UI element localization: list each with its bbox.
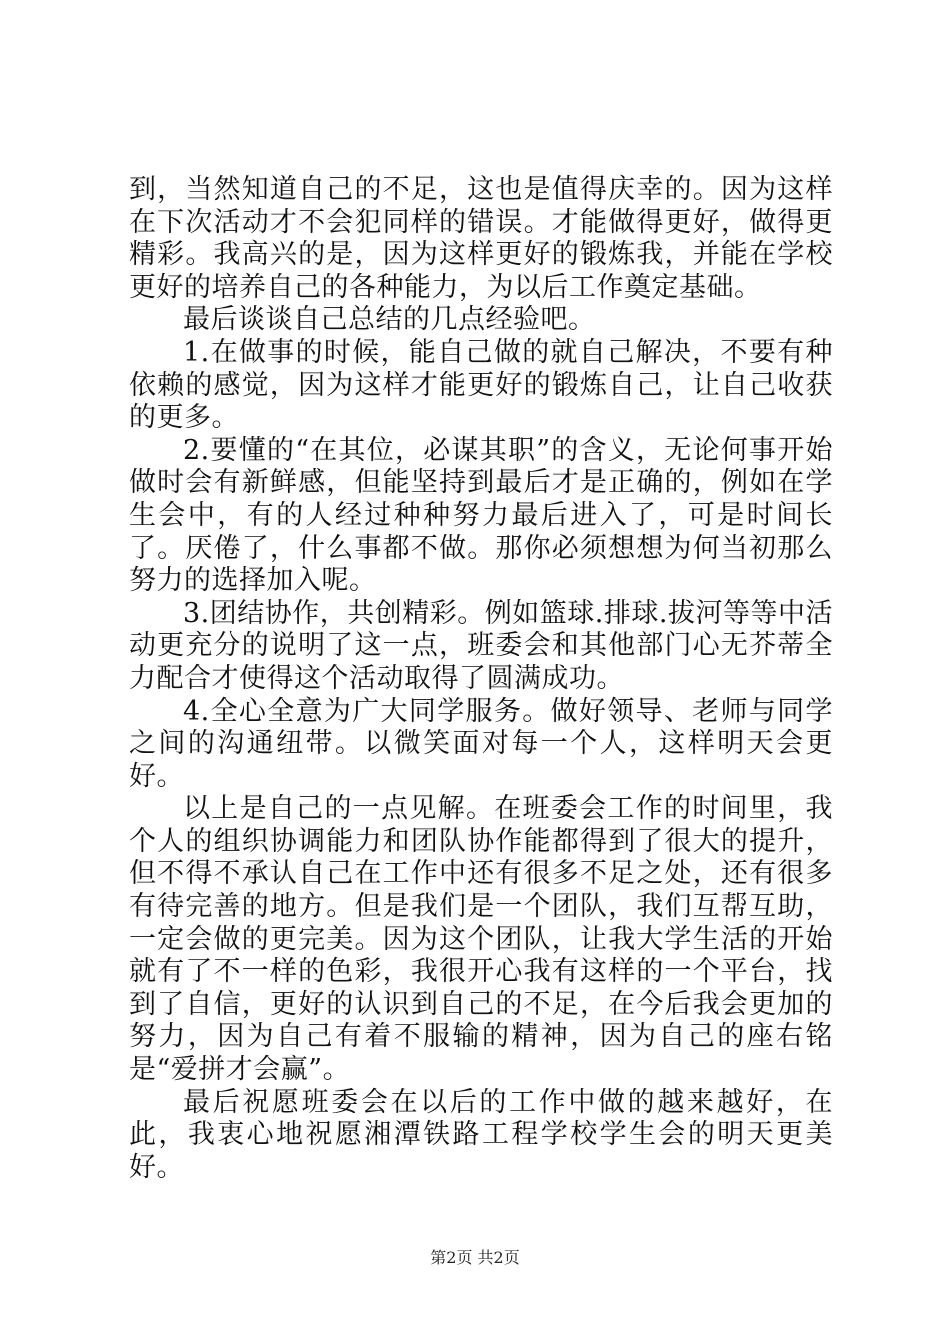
page-number-footer: 第2页 共2页 <box>430 1248 520 1267</box>
paragraph-point-1: 1.在做事的时候，能自己做的就自己解决，不要有种依赖的感觉，因为这样才能更好的锻炼自己，让自己收获的更多。 <box>129 336 833 434</box>
paragraph-closing: 最后祝愿班委会在以后的工作中做的越来越好，在此，我衷心地祝愿湘潭铁路工程学校学生会的明天更美好。 <box>129 1086 833 1183</box>
paragraph-experience-intro: 最后谈谈自己总结的几点经验吧。 <box>183 304 596 336</box>
paragraph-reflection: 以上是自己的一点见解。在班委会工作的时间里，我个人的组织协调能力和团队协作能都得到了很大的提升，但不得不承认自己在工作中还有很多不足之处，还有很多有待完善的地方。但是我们是一个团队，我们互帮互助，一定会做的更完美。因为这个团队，让我大学生活的开始就有了不一样的色彩，我很开心我有这样的一个平台，找到了自信，更好的认识到自己的不足，在今后我会更加的努力，因为自己有着不服输的精神，因为自己的座右铭是“爱拼才会赢”。 <box>129 793 833 1086</box>
paragraph-continuation: 到，当然知道自己的不足，这也是值得庆幸的。因为这样在下次活动才不会犯同样的错误。才能做得更好，做得更精彩。我高兴的是，因为这样更好的锻炼我，并能在学校更好的培养自己的各种能力，为以后工作奠定基础。 <box>129 174 833 303</box>
paragraph-point-4: 4.全心全意为广大同学服务。做好领导、老师与同学之间的沟通纽带。以微笑面对每一个人，这样明天会更好。 <box>129 695 833 792</box>
document-body <box>129 174 833 1184</box>
paragraph-point-2: 2.要懂的“在其位，必谋其职”的含义，无论何事开始做时会有新鲜感，但能坚持到最后才是正确的，例如在学生会中，有的人经过种种努力最后进入了，可是时间长了。厌倦了，什么事都不做。那你必须想想为何当初那么努力的选择加入呢。 <box>129 434 833 597</box>
paragraph-point-3: 3.团结协作，共创精彩。例如篮球.排球.拔河等等中活动更充分的说明了这一点，班委会和其他部门心无芥蒂全力配合才使得这个活动取得了圆满成功。 <box>129 597 833 694</box>
